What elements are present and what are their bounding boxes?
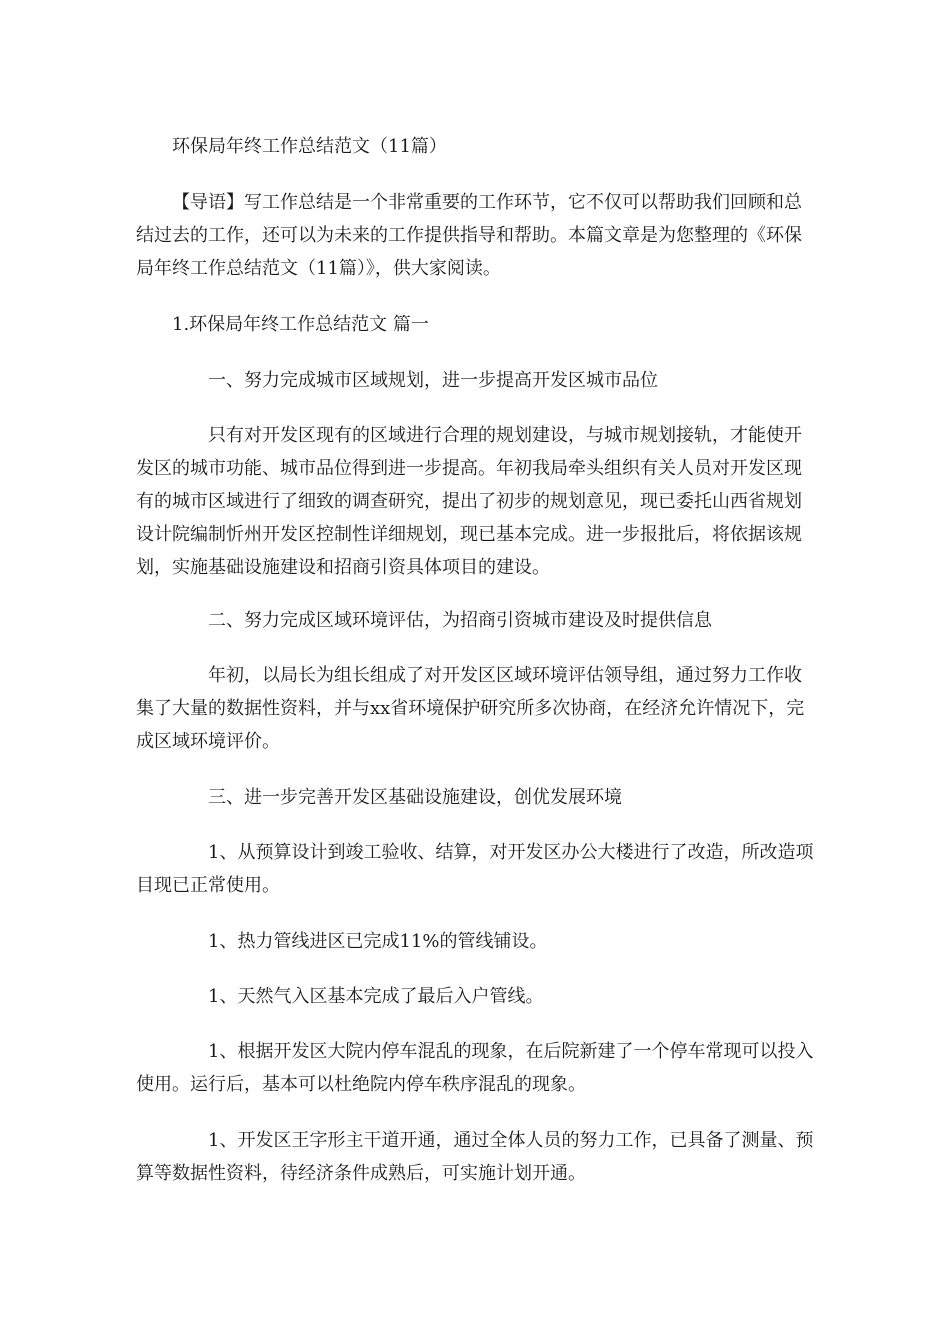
subheading-1: 一、努力完成城市区域规划，进一步提高开发区城市品位	[208, 370, 658, 391]
paragraph-2: 年初，以局长为组长组成了对开发区区域环境评估领导组，通过努力工作收集了大量的数据性资料，并与xx省环境保护研究所多次协商，在经济允许情况下，完成区域环境评价。	[136, 665, 805, 752]
list-item: 1、热力管线进区已完成11%的管线铺设。	[208, 931, 548, 952]
paragraph-1: 只有对开发区现有的区域进行合理的规划建设，与城市规划接轨，才能使开发区的城市功能、城市品位得到进一步提高。年初我局牵头组织有关人员对开发区现有的城市区域进行了细致的调查研究，提出了初步的规划意见，现已委托山西省规划设计院编制忻州开发区控制性详细规划，现已基本完成。进一步报批后，将依据该规划，实施基础设施建设和招商引资具体项目的建设。	[136, 425, 802, 578]
subheading-3: 三、进一步完善开发区基础设施建设，创优发展环境	[208, 787, 622, 808]
section-heading: 1.环保局年终工作总结范文 篇一	[172, 314, 429, 335]
document-title: 环保局年终工作总结范文（11篇）	[172, 136, 447, 157]
subheading-2: 二、努力完成区域环境评估，为招商引资城市建设及时提供信息	[208, 610, 712, 631]
list-item: 1、从预算设计到竣工验收、结算，对开发区办公大楼进行了改造，所改造项目现已正常使用。	[136, 842, 814, 896]
list-item: 1、根据开发区大院内停车混乱的现象，在后院新建了一个停车常现可以投入使用。运行后，基本可以杜绝院内停车秩序混乱的现象。	[136, 1041, 814, 1095]
list-item: 1、开发区王字形主干道开通，通过全体人员的努力工作，已具备了测量、预算等数据性资料，待经济条件成熟后，可实施计划开通。	[136, 1130, 814, 1184]
list-item: 1、天然气入区基本完成了最后入户管线。	[208, 986, 544, 1007]
intro-paragraph: 【导语】写工作总结是一个非常重要的工作环节，它不仅可以帮助我们回顾和总结过去的工作，还可以为未来的工作提供指导和帮助。本篇文章是为您整理的《环保局年终工作总结范文（11篇）》，供大家阅读。	[136, 192, 802, 279]
